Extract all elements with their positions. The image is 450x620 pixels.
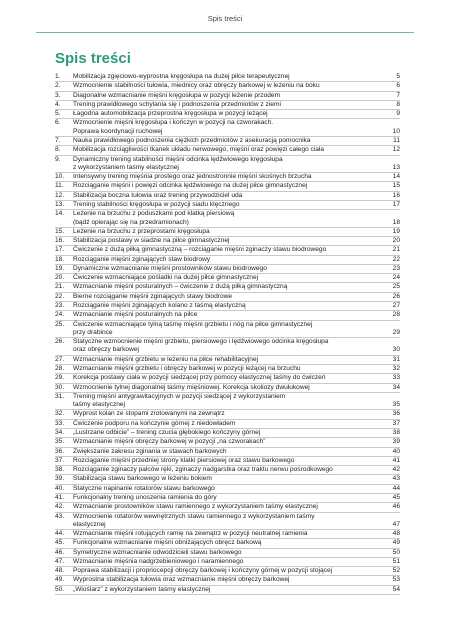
toc-entry — [55, 374, 400, 383]
toc-entry-page: 36 — [392, 410, 400, 418]
toc-entry-page: 49 — [392, 539, 400, 547]
toc-entry — [55, 438, 400, 447]
toc-entry — [55, 228, 400, 237]
toc-entry-title: Wzmacnianie mięśni obręczy barkowej w pozycji „na czworakach” — [73, 438, 266, 446]
toc-entry-title: Funkcjonalne wzmacnianie mięśni obniżających obręcz barkową — [73, 539, 262, 547]
toc-entry-title: Wzmocnienie stabilności tułowia, miednicy oraz obręczy barkowej w leżeniu na boku — [73, 82, 320, 90]
toc-entry — [55, 110, 400, 119]
toc-entry — [55, 321, 400, 339]
toc-entry-page: 19 — [392, 227, 400, 235]
toc-entry-title: Wzmacnianie mięśni rotujących ramię na zewnątrz w pozycji neutralnej ramienia — [73, 530, 308, 538]
toc-entry — [55, 513, 400, 531]
toc-entry — [55, 293, 400, 302]
toc-entry-number: 32. — [55, 410, 65, 418]
toc-entry-page: 29 — [392, 328, 400, 336]
toc-entry-number: 45. — [55, 539, 65, 547]
toc-entry-page: 13 — [392, 163, 400, 171]
toc-entry-number: 13. — [55, 200, 65, 208]
toc-entry-page: 15 — [392, 182, 400, 190]
toc-entry — [55, 338, 400, 356]
toc-entry-page: 12 — [392, 146, 400, 154]
toc-entry-number: 1. — [55, 73, 61, 80]
toc-entry-title: Wzmocnienie tylnej diagonalnej taśmy mięśniowej. Korekcja skoliozy dwułukowej — [73, 383, 310, 391]
toc-entry-title: Nauka prawidłowego podnoszenia ciężkich przedmiotów z asekuracją pomocnika — [73, 136, 311, 144]
toc-entry-page: 39 — [392, 438, 400, 446]
toc-entry-title: Wzmacnianie mięśni grzbietu w leżeniu na piłce rehabilitacyjnej — [73, 355, 259, 363]
toc-entry-title: Rozciąganie zginaczy palców ręki, zginaczy nadgarstka oraz traktu nerwu pośrodkowego — [73, 466, 333, 474]
toc-entry-page: 20 — [392, 237, 400, 245]
toc-entry — [55, 384, 400, 393]
toc-entry-title: Funkcjonalny trening unoszenia ramienia do góry — [73, 493, 217, 501]
toc-entry-title: Trening prawidłowego schylania się i podnoszenia przedmiotów z ziemi — [73, 100, 281, 108]
toc-entry — [55, 283, 400, 292]
toc-entry-title: Poprawa stabilizacji i propriocepcji obręczy barkowej i kończyny górnej w pozycji stojącej — [73, 567, 333, 575]
toc-entry-page: 17 — [392, 200, 400, 208]
toc-entry-page: 5 — [396, 73, 400, 80]
header-divider — [36, 32, 414, 33]
toc-entry-number: 5. — [55, 110, 61, 118]
toc-entry-page: 21 — [392, 246, 400, 254]
toc-entry — [55, 365, 400, 374]
toc-entry-page: 18 — [392, 218, 400, 226]
toc-entry-page: 23 — [392, 264, 400, 272]
toc-entry-title: Mobilizacja rozciągliwości tkanek układu nerwowego, mięśni oraz powięzi całego ciała — [73, 146, 325, 154]
toc-entry-page: 26 — [392, 292, 400, 300]
toc-entry-title: Symetryczne wzmacnianie odwodzicieli stawu barkowego — [73, 548, 242, 556]
toc-entry — [55, 558, 400, 567]
toc-entry-number: 46. — [55, 548, 65, 556]
toc-entry-title: Leżenie na brzuchu z przeprostami kręgosłupa — [73, 227, 210, 235]
toc-entry-number: 43. — [55, 512, 65, 520]
toc-entry-title: Rozciąganie mięśni zginających kolano z taśmą elastyczną — [73, 302, 246, 310]
toc-entry — [55, 410, 400, 419]
toc-entry-number: 27. — [55, 355, 65, 363]
toc-entry-page: 48 — [392, 530, 400, 538]
toc-entry-page: 43 — [392, 475, 400, 483]
toc-entry — [55, 356, 400, 365]
toc-entry-page: 40 — [392, 447, 400, 455]
toc-entry-number: 35. — [55, 438, 65, 446]
toc-entry-page: 8 — [396, 100, 400, 108]
toc-entry-title: Stabilizacja postawy w siadzie na piłce gimnastycznej — [73, 237, 230, 245]
toc-entry-title: Ćwiczenie wzmacniające pośladki na dużej piłce gimnastycznej — [73, 274, 259, 282]
toc-entry-page: 47 — [392, 520, 400, 528]
toc-entry-number: 10. — [55, 173, 65, 181]
toc-entry-number: 34. — [55, 428, 65, 436]
toc-entry-page: 44 — [392, 484, 400, 492]
toc-entry-title: Statyczne wzmocnienie mięśni grzbietu, piersiowego i lędźwiowego odcinka kręgosłupa oraz obręczy barkowej — [73, 338, 329, 354]
toc-entry-number: 24. — [55, 311, 65, 319]
toc-entry-number: 18. — [55, 255, 65, 263]
toc-entry — [55, 485, 400, 494]
toc-entry — [55, 457, 400, 466]
toc-entry-number: 21. — [55, 283, 65, 291]
toc-entry-title: Zwiększanie zakresu zginania w stawach barkowych — [73, 447, 227, 455]
toc-entry-page: 24 — [392, 274, 400, 282]
toc-entry-page: 10 — [392, 127, 400, 135]
toc-entry — [55, 466, 400, 475]
toc-entry-title: Statyczne napinanie rotatorów stawu barkowego — [73, 484, 215, 492]
toc-entry-number: 14. — [55, 210, 65, 218]
toc-entry-number: 20. — [55, 274, 65, 282]
toc-entry — [55, 393, 400, 411]
toc-entry — [55, 256, 400, 265]
toc-entry-title: Wzmacnianie mięśni posturalnych na piłce — [73, 311, 198, 319]
toc-entry-page: 38 — [392, 428, 400, 436]
toc-entry-title: Stabilizacja stawu barkowego w leżeniu bokiem — [73, 475, 212, 483]
toc-entry-title: Wzmacnianie mięśni grzbietu i obręczy barkowej w pozycji leżącej na brzuchu — [73, 365, 301, 372]
toc-entry-page: 6 — [396, 82, 400, 90]
toc-entry-number: 29. — [55, 374, 65, 382]
toc-entry — [55, 201, 400, 210]
toc-entry — [55, 576, 400, 585]
toc-entry-page: 30 — [392, 346, 400, 354]
running-header: Spis treści — [207, 14, 243, 23]
toc-entry-page: 32 — [392, 365, 400, 372]
toc-entry-title: Leżenie na brzuchu z poduszkami pod klatką piersiową (bądź opierając się na przedramionach) — [73, 210, 235, 226]
toc-entry-title: Wyprost kolan ze stopami zrotowanymi na zewnątrz — [73, 410, 225, 418]
toc-entry-title: Trening mięśni antygrawitacyjnych w pozycji siedzącej z wykorzystaniem taśmy elastycznej — [73, 392, 286, 409]
toc-entry-number: 37. — [55, 456, 65, 464]
toc-entry-title: Stabilizacja boczna tułowia oraz trening przywodziciel uda — [73, 191, 243, 199]
toc-entry-number: 4. — [55, 100, 61, 108]
toc-entry — [55, 503, 400, 512]
toc-entry-title: Rozciąganie mięśni zginających staw biodrowy — [73, 255, 211, 263]
toc-entry-page: 31 — [392, 355, 400, 363]
toc-entry-title: Wzmocnienie mięśni kręgosłupa i kończyn w pozycji na czworakach. Poprawa koordynacji ruchowej — [73, 119, 274, 135]
toc-entry-number: 40. — [55, 484, 65, 492]
toc-entry-number: 11. — [55, 182, 64, 190]
toc-entry-number: 42. — [55, 503, 65, 511]
toc-entry-number: 23. — [55, 302, 65, 310]
toc-entry-page: 16 — [392, 191, 400, 199]
toc-entry — [55, 475, 400, 484]
toc-entry-number: 7. — [55, 136, 61, 144]
toc-entry-page: 45 — [392, 493, 400, 501]
toc-entry-page: 27 — [392, 302, 400, 310]
toc-entry-number: 16. — [55, 237, 65, 245]
toc-entry-number: 8. — [55, 146, 61, 154]
toc-entry-title: Rozciąganie mięśni przedniej strony klatki piersiowej oraz stawu barkowego — [73, 456, 295, 464]
toc-entry — [55, 101, 400, 110]
toc-entry-title: Wzmacnianie prostowników stawu ramiennego z wykorzystaniem taśmy elastycznej — [73, 503, 318, 511]
toc-entry-page: 9 — [396, 110, 400, 118]
toc-entry-number: 49. — [55, 576, 65, 584]
toc-entry-title: Wzmacnianie mięśni posturalnych – ćwiczenie z dużą piłką gimnastyczną — [73, 283, 288, 291]
toc-entry-number: 36. — [55, 447, 65, 455]
toc-entry — [55, 119, 400, 137]
toc-entry-number: 17. — [55, 246, 65, 254]
toc-entry — [55, 420, 400, 429]
toc-entry-title: Wzmocnienie rotatorów wewnętrznych stawu ramiennego z wykorzystaniem taśmy elastycznej — [73, 512, 315, 528]
toc-entry — [55, 311, 400, 320]
toc-entry — [55, 448, 400, 457]
toc-entry-title: Trening stabilności kręgosłupa w pozycji siadu klęcznego — [73, 200, 240, 208]
toc-entry — [55, 82, 400, 91]
toc-entry — [55, 92, 400, 101]
toc-entry — [55, 539, 400, 548]
toc-entry-number: 41. — [55, 493, 65, 501]
toc-entry-number: 9. — [55, 155, 61, 163]
toc-entry-number: 28. — [55, 365, 65, 372]
toc-entry — [55, 586, 400, 595]
toc-entry-page: 11 — [393, 136, 400, 144]
toc-entry-title: Ćwiczenie wzmacniające tylną taśmę mięśni grzbietu i nóg na piłce gimnastycznej przy drabince — [73, 320, 313, 336]
toc-entry-number: 2. — [55, 82, 61, 90]
toc-entry-number: 50. — [55, 585, 65, 593]
toc-entry-number: 12. — [55, 191, 65, 199]
toc-entry — [55, 246, 400, 255]
toc-entry-page: 52 — [392, 567, 400, 575]
toc-entry — [55, 549, 400, 558]
toc-entry-number: 22. — [55, 292, 65, 300]
toc-entry-page: 41 — [392, 456, 400, 464]
toc-entry-title: Dynamiczne wzmacnianie mięśni prostowników stawu biodrowego — [73, 264, 267, 272]
toc-entry — [55, 237, 400, 246]
toc-list — [55, 73, 400, 595]
toc-entry — [55, 73, 400, 82]
toc-entry-number: 26. — [55, 338, 65, 346]
toc-entry-title: „Wioślarz” z wykorzystaniem taśmy elastycznej — [73, 585, 211, 593]
toc-entry-page: 25 — [392, 283, 400, 291]
toc-entry — [55, 567, 400, 576]
toc-entry-page: 7 — [396, 91, 400, 99]
toc-entry-number: 6. — [55, 119, 61, 127]
toc-entry — [55, 146, 400, 155]
toc-entry-number: 44. — [55, 530, 65, 538]
toc-entry-number: 39. — [55, 475, 65, 483]
toc-entry-title: Wyprostna stabilizacja tułowia oraz wzmacnianie mięśni obręczy barkowej — [73, 576, 290, 584]
toc-entry-title: Rozciąganie mięśni i powięzi odcinka lędźwiowego na dużej piłce gimnastycznej — [73, 182, 308, 190]
toc-entry — [55, 429, 400, 438]
toc-entry-title: Ćwiczenie podporu na kończynie górnej z niedowładem — [73, 419, 236, 427]
toc-entry — [55, 265, 400, 274]
toc-entry-title: Diagonalne wzmacnianie mięśni kręgosłupa w pozycji leżenie przodem — [73, 91, 281, 99]
toc-entry-number: 15. — [55, 227, 65, 235]
toc-entry-number: 19. — [55, 264, 65, 272]
toc-entry-number: 3. — [55, 91, 61, 99]
toc-entry — [55, 137, 400, 146]
toc-entry — [55, 530, 400, 539]
toc-entry-page: 54 — [392, 585, 400, 593]
toc-entry-number: 48. — [55, 567, 65, 575]
toc-entry-page: 34 — [392, 383, 400, 391]
toc-entry-title: „Lustrzane odbicie” – trening czucia głębokiego kończyny górnej — [73, 428, 261, 436]
toc-entry-page: 50 — [392, 548, 400, 556]
toc-entry-page: 22 — [392, 255, 400, 263]
toc-entry-number: 25. — [55, 320, 65, 328]
toc-entry-title: Bierne rozciąganie mięśni zginających stawy biodrowe — [73, 292, 233, 300]
toc-entry-title: Dynamiczny trening stabilności mięśni odcinka lędźwiowego kręgosłupa z wykorzystaniem taśmy elastycznej — [73, 155, 283, 171]
toc-entry-page: 42 — [392, 466, 400, 474]
toc-entry-number: 33. — [55, 419, 65, 427]
toc-entry-page: 28 — [392, 311, 400, 319]
toc-entry-page: 53 — [392, 576, 400, 584]
toc-entry — [55, 494, 400, 503]
page-title: Spis treści — [55, 50, 131, 67]
toc-entry — [55, 173, 400, 182]
toc-entry-title: Korekcja postawy ciała w pozycji siedzącej przy pomocy elastycznej taśmy do ćwiczeń — [73, 374, 326, 382]
toc-entry — [55, 182, 400, 191]
toc-entry-page: 46 — [392, 503, 400, 511]
toc-entry-page: 14 — [392, 173, 400, 181]
toc-entry-number: 30. — [55, 383, 65, 391]
toc-entry-page: 33 — [392, 374, 400, 382]
toc-entry — [55, 192, 400, 201]
toc-entry — [55, 156, 400, 174]
toc-entry-title: Wzmacnianie mięśnia nadgrzebieniowego i naramiennego — [73, 557, 244, 565]
toc-entry-page: 37 — [392, 419, 400, 427]
toc-entry-page: 35 — [392, 401, 400, 409]
toc-entry-title: Łagodna automobilizacja przeprostna kręgosłupa w pozycji leżącej — [73, 110, 268, 118]
toc-entry-title: Intensywny trening mięśnia prostego oraz jednostronnie mięśni skośnych brzucha — [73, 173, 312, 181]
toc-entry-title: Ćwiczenie z dużą piłką gimnastyczną – rozciąganie mięśni zginaczy stawu biodrowego — [73, 246, 327, 254]
toc-entry-number: 31. — [55, 392, 65, 400]
toc-entry-number: 47. — [55, 557, 65, 565]
toc-entry — [55, 210, 400, 228]
toc-entry-page: 51 — [392, 557, 400, 565]
toc-entry — [55, 274, 400, 283]
toc-entry — [55, 302, 400, 311]
toc-entry-number: 38. — [55, 466, 65, 474]
toc-entry-title: Mobilizacja zgięciowo-wyprostna kręgosłupa na dużej piłce terapeutycznej — [73, 73, 290, 80]
